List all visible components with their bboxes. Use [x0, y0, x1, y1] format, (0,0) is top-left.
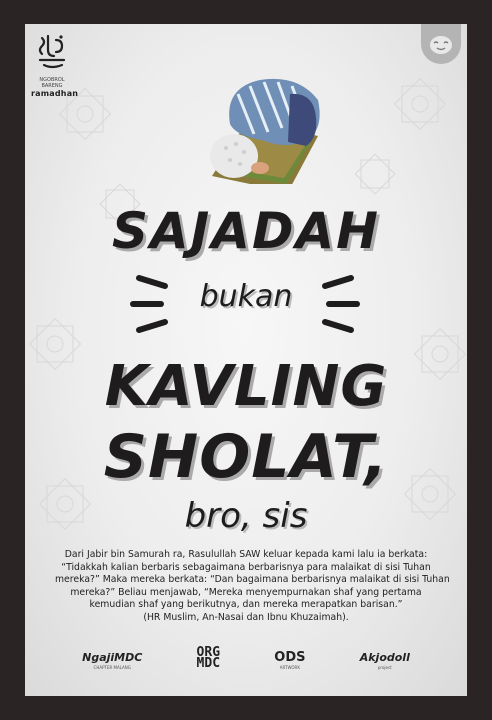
hadith-line: “Tidakkah kalian berbaris sebagaimana berbarisnya para malaikat di sisi Tuhan: [61, 561, 431, 573]
smile-face-icon: [428, 33, 454, 55]
prostrating-child-illustration: [190, 64, 330, 184]
sponsor-ods-name: ODS: [274, 650, 306, 665]
poster: [25, 24, 467, 696]
headline-sajadah: SAJADAH: [111, 202, 381, 260]
hadith-line: Dari Jabir bin Samurah ra, Rasulullah SAW keluar kepada kami lalu ia berkata:: [64, 549, 428, 560]
sponsor-ods: [274, 646, 305, 670]
headline-kavling: KAVLING: [104, 354, 388, 419]
logo-name: ramadhan: [31, 89, 79, 98]
sponsor-logos: [55, 638, 437, 678]
sponsor-org-mdc: [197, 647, 220, 669]
headline-bukan: bukan: [199, 279, 293, 314]
hadith-line: mereka?” Beliau menjawab, “Mereka menyempurnakan shaf yang pertama: [70, 586, 422, 598]
headline-sholat: SHOLAT,: [103, 422, 389, 492]
sponsor-akjodoll-sub: project: [377, 665, 392, 670]
sponsor-ngajimdc-sub: CHAPTER MALANG: [93, 665, 131, 670]
hadith-line: (HR Muslim, An-Nasai dan Ibnu Khuzaimah).: [143, 611, 349, 623]
headline-bro-sis: bro, sis: [184, 496, 308, 536]
ramadhan-logo: [31, 32, 79, 102]
hadith-line: kemudian shaf yang berikutnya, dan mereka merapatkan barisan.”: [89, 599, 403, 611]
hadith-line: mereka?” Maka mereka berkata: “Dan bagaimana berbarisnya malaikat di sisi Tuhan: [55, 574, 450, 586]
sponsor-akjodoll: [360, 646, 410, 670]
top-badge: [421, 24, 461, 64]
hadith-text: [55, 549, 450, 625]
sponsor-org-text: ORG: [196, 645, 221, 660]
sponsor-mdc-text: MDC: [196, 656, 221, 671]
sponsor-ngajimdc-name: NgajiMDC: [82, 651, 143, 664]
sponsor-akjodoll-name: Akjodoll: [359, 651, 410, 664]
sponsor-ngajimdc: [82, 646, 142, 670]
sponsor-ods-sub: ARTWORK: [279, 665, 300, 670]
calligraphy-icon: [36, 32, 68, 72]
logo-subtitle: NGOBROL BARENG: [39, 77, 65, 89]
